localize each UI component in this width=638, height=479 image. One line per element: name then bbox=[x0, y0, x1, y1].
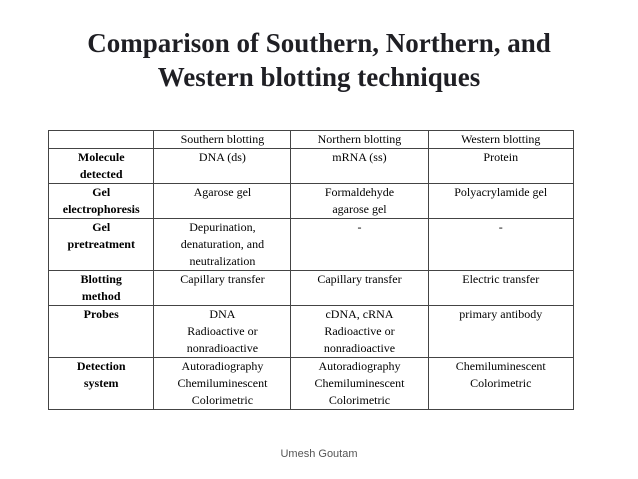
cell-southern bbox=[154, 358, 291, 410]
row-label bbox=[49, 184, 154, 219]
cell-southern bbox=[154, 306, 291, 358]
cell-line: Colorimetric bbox=[191, 393, 254, 407]
header-southern: Southern blotting bbox=[154, 131, 291, 149]
row-label-line: method bbox=[81, 289, 121, 303]
row-label-line: Blotting bbox=[80, 272, 122, 286]
table-header-row bbox=[49, 131, 574, 149]
cell-northern bbox=[291, 358, 428, 410]
row-label-line: detected bbox=[79, 167, 123, 181]
cell-line: cDNA, cRNA bbox=[325, 307, 394, 321]
table-body bbox=[49, 149, 574, 410]
cell-line: Protein bbox=[483, 150, 519, 164]
table-row bbox=[49, 271, 574, 306]
cell-western bbox=[428, 271, 574, 306]
cell-line: nonradioactive bbox=[323, 341, 396, 355]
cell-line: Autoradiography bbox=[181, 359, 264, 373]
row-label-line: Detection bbox=[76, 359, 126, 373]
row-label-line: Molecule bbox=[77, 150, 125, 164]
cell-northern bbox=[291, 184, 428, 219]
cell-line: nonradioactive bbox=[186, 341, 259, 355]
cell-line: Depurination, bbox=[189, 220, 256, 234]
cell-line: DNA (ds) bbox=[198, 150, 246, 164]
cell-line: Chemiluminescent bbox=[177, 376, 268, 390]
cell-line: - bbox=[357, 220, 362, 234]
header-western: Western blotting bbox=[428, 131, 574, 149]
row-label-line: system bbox=[83, 376, 119, 390]
row-label bbox=[49, 219, 154, 271]
cell-northern bbox=[291, 149, 428, 184]
slide-title-line-1: Comparison of Southern, Northern, and bbox=[87, 28, 551, 58]
slide-title bbox=[0, 26, 638, 94]
cell-northern bbox=[291, 219, 428, 271]
comparison-table bbox=[48, 130, 574, 410]
cell-line: Chemiluminescent bbox=[455, 359, 546, 373]
cell-northern bbox=[291, 306, 428, 358]
cell-western bbox=[428, 358, 574, 410]
row-label-line: Probes bbox=[83, 307, 119, 321]
cell-line: neutralization bbox=[189, 254, 256, 268]
cell-line: Formaldehyde bbox=[324, 185, 395, 199]
table-row bbox=[49, 184, 574, 219]
slide-title-line-2: Western blotting techniques bbox=[157, 62, 481, 92]
cell-western bbox=[428, 306, 574, 358]
cell-western bbox=[428, 149, 574, 184]
cell-southern bbox=[154, 184, 291, 219]
row-label bbox=[49, 306, 154, 358]
cell-line: Agarose gel bbox=[193, 185, 252, 199]
table-row bbox=[49, 306, 574, 358]
cell-line: Polyacrylamide gel bbox=[454, 185, 548, 199]
header-northern: Northern blotting bbox=[291, 131, 428, 149]
table-row bbox=[49, 149, 574, 184]
cell-line: Chemiluminescent bbox=[314, 376, 405, 390]
cell-line: Autoradiography bbox=[318, 359, 401, 373]
row-label-line: Gel bbox=[92, 185, 111, 199]
row-label bbox=[49, 358, 154, 410]
cell-line: DNA bbox=[209, 307, 236, 321]
cell-line: Capillary transfer bbox=[317, 272, 402, 286]
cell-western bbox=[428, 219, 574, 271]
cell-northern bbox=[291, 271, 428, 306]
cell-western bbox=[428, 184, 574, 219]
cell-line: primary antibody bbox=[459, 307, 543, 321]
cell-line: Radioactive or bbox=[324, 324, 395, 338]
cell-southern bbox=[154, 219, 291, 271]
cell-line: denaturation, and bbox=[180, 237, 265, 251]
cell-southern bbox=[154, 149, 291, 184]
row-label bbox=[49, 271, 154, 306]
table-row bbox=[49, 219, 574, 271]
footer-author: Umesh Goutam bbox=[280, 448, 358, 460]
row-label bbox=[49, 149, 154, 184]
table-row bbox=[49, 358, 574, 410]
cell-line: mRNA (ss) bbox=[332, 150, 387, 164]
cell-line: Colorimetric bbox=[470, 376, 532, 390]
cell-line: Radioactive or bbox=[187, 324, 258, 338]
header-corner bbox=[49, 131, 154, 149]
cell-line: Colorimetric bbox=[328, 393, 391, 407]
cell-line: agarose gel bbox=[332, 202, 387, 216]
row-label-line: pretreatment bbox=[67, 237, 135, 251]
cell-line: Capillary transfer bbox=[180, 272, 265, 286]
cell-line: - bbox=[498, 220, 503, 234]
cell-line: Electric transfer bbox=[462, 272, 540, 286]
cell-southern bbox=[154, 271, 291, 306]
row-label-line: electrophoresis bbox=[62, 202, 140, 216]
row-label-line: Gel bbox=[92, 220, 111, 234]
